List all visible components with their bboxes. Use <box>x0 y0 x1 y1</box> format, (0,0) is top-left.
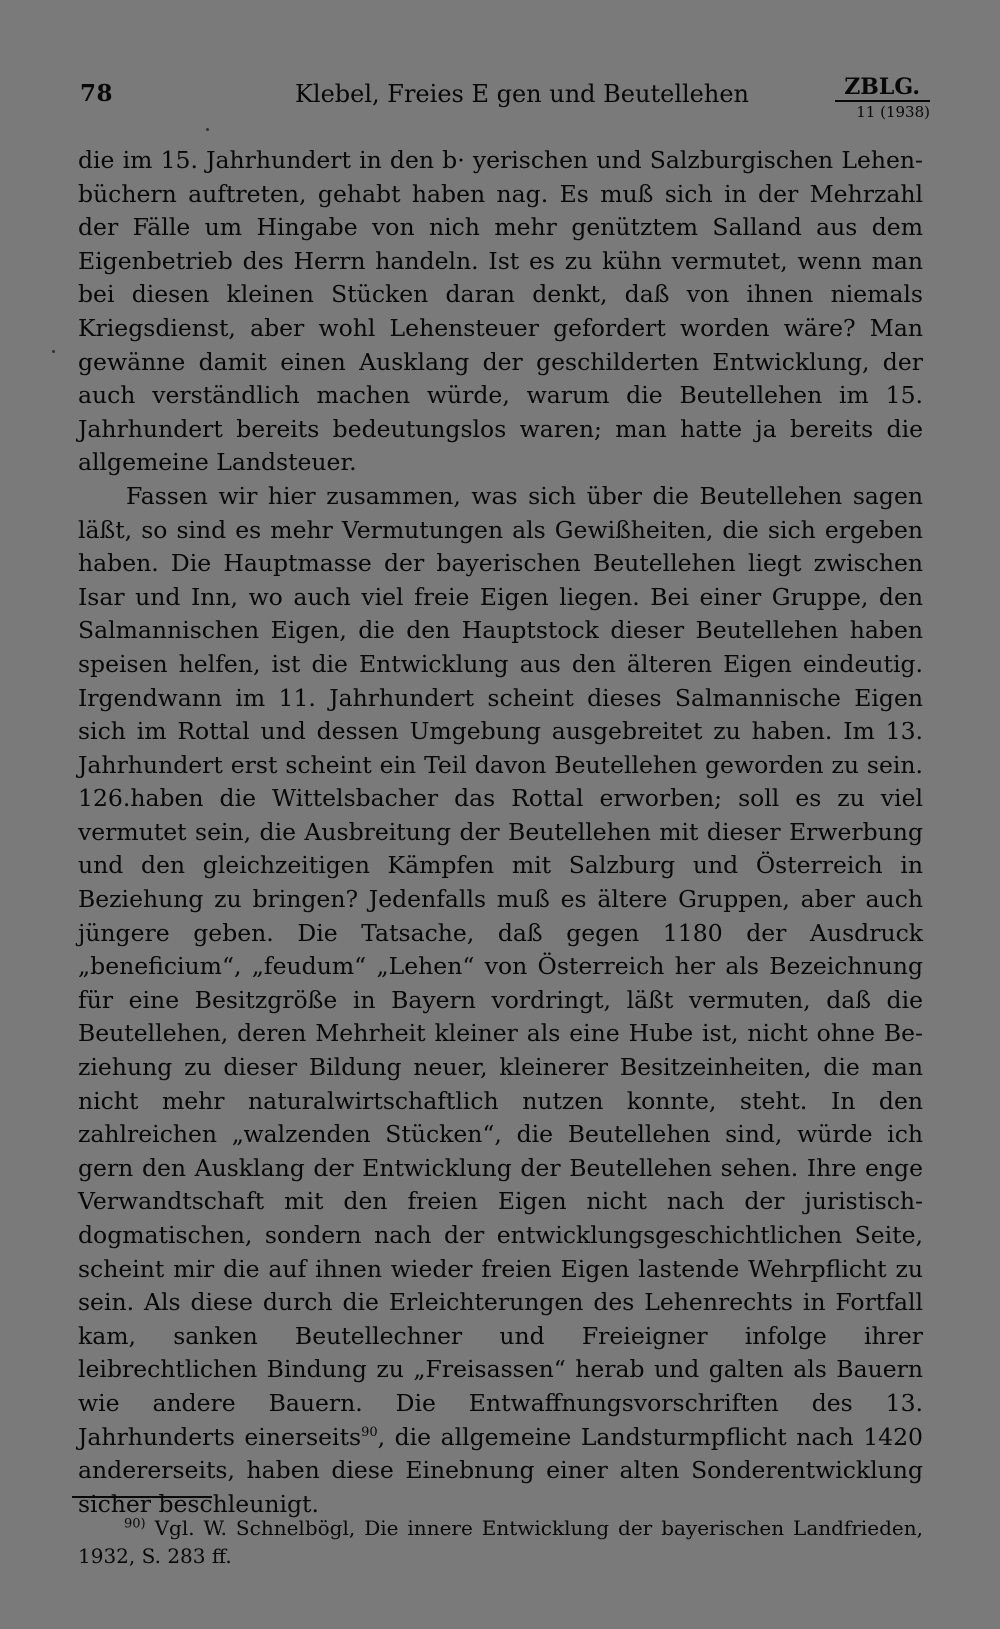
page-number: 78 <box>80 80 114 107</box>
footnote-text: Vgl. W. Schnelbögl, Die innere Entwicklung der bayerischen Landfrieden, 1932, S. 283 ff. <box>78 1516 924 1568</box>
footnote-reference: 90 <box>361 1424 378 1440</box>
paragraph-continuation: die im 15. Jahrhundert in den b· yerischen und Salzburgischen Lehenbüchern auftreten, gehabt haben nag. Es muß sich in der Mehrzahl der Fälle um Hingabe von nich mehr genütztem Salland aus dem Eigenbetrieb des Herrn handeln. Ist es zu kühn vermutet, wenn man bei diesen kleinen Stücken daran denkt, daß von ihnen niemals Kriegsdienst, aber wohl Lehensteuer gefordert worden wäre? Man gewänne damit einen Ausklang der geschilderten Entwicklung, der auch verständlich machen würde, warum die Beutellehen im 15. Jahrhundert bereits bedeutungslos waren; man hatte ja bereits die allgemeine Landsteuer. <box>78 146 923 477</box>
paragraph-summary <box>78 480 923 1521</box>
footnote <box>78 1514 923 1570</box>
journal-abbreviation: ZBLG. <box>844 74 920 100</box>
body-text <box>78 144 923 1521</box>
footnote-marker: 90) <box>124 1516 146 1532</box>
page-header <box>80 74 930 124</box>
paragraph-summary-text: Fassen wir hier zusammen, was sich über die Beutellehen sagen läßt, so sind es mehr Vermutungen als Gewißheiten, die sich ergeben haben. Die Hauptmasse der bayerischen Beutellehen liegt zwischen Isar und Inn, wo auch viel freie Eigen liegen. Bei einer Gruppe, den Salmannischen Eigen, die den Hauptstock dieser Beutellehen haben speisen helfen, ist die Entwicklung aus den älteren Eigen eindeutig. Irgendwann im 11. Jahrhundert scheint dieses Salmannische Eigen sich im Rottal und dessen Umgebung ausgebreitet zu haben. Im 13. Jahrhundert erst scheint ein Teil davon Beutellehen geworden zu sein. 126.haben die Wittelsbacher das Rottal erworben; soll es zu viel vermutet sein, die Ausbreitung der Beutellehen mit dieser Erwerbung und den gleichzeitigen Kämpfen mit Salzburg und Österreich in Beziehung zu bringen? Jedenfalls muß es ältere Gruppen, aber auch jüngere geben. Die Tatsache, daß gegen 1180 der Ausdruck „beneficium“, „feudum“ „Lehen“ von Österreich her als Bezeichnung für eine Besitzgröße in Bayern vordringt, läßt vermuten, daß die Beutellehen, deren Mehrheit kleiner als eine Hube ist, nicht ohne Beziehung zu dieser Bildung neuer, kleinerer Besitzeinheiten, die man nicht mehr naturalwirtschaftlich nutzen konnte, steht. In den zahlreichen „walzenden Stücken“, die Beutellehen sind, würde ich gern den Ausklang der Entwicklung der Beutellehen sehen. Ihre enge Verwandtschaft mit den freien Eigen nicht nach der juristisch-dogmatischen, sondern nach der entwicklungsgeschichtlichen Seite, scheint mir die auf ihnen wieder freien Eigen lastende Wehrpflicht zu sein. Als diese durch die Erleichterungen des Lehenrechts in Fortfall kam, sanken Beutellechner und Freieigner infolge ihrer leibrechtlichen Bindung zu „Freisassen“ herab und galten als Bauern wie andere Bauern. Die Entwaffnungsvorschriften des 13. Jahrhunderts einerseits <box>78 481 923 1451</box>
paragraph-summary-tail: , die allgemeine Landsturmpflicht nach 1420 andererseits, haben diese Einebnung einer alten Sonderentwicklung sicher beschleunigt. <box>78 1422 923 1518</box>
running-title: Klebel, Freies E gen und Beutellehen <box>295 80 749 108</box>
footnote-divider <box>72 1496 212 1498</box>
journal-volume: 11 (1938) <box>835 100 930 121</box>
scan-speck <box>206 128 209 131</box>
scan-speck <box>52 350 55 353</box>
